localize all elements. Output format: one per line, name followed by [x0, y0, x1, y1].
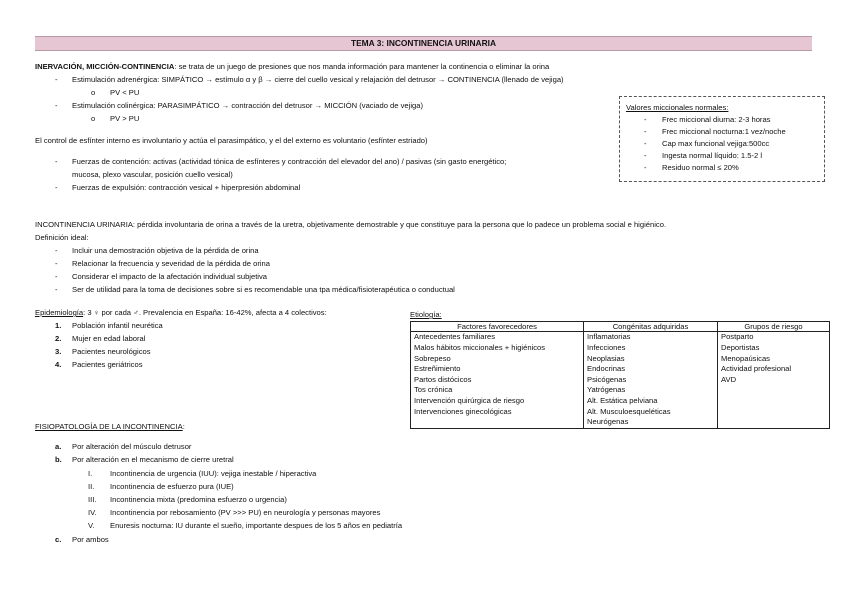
dash-bullet: - — [55, 157, 58, 166]
dash-bullet: - — [644, 139, 647, 148]
congenital-cause: Alt. Musculoesqueléticas — [587, 406, 671, 416]
congenital-cause: Inflamatorias — [587, 332, 631, 342]
incontinence-type: Incontinencia de urgencia (IUU): vejiga inestable / hiperactiva — [110, 469, 317, 478]
incontinence-type: Incontinencia mixta (predomina esfuerzo o urgencia) — [110, 495, 287, 504]
pathophysiology-heading: FISIOPATOLOGÍA DE LA INCONTINENCIA — [35, 422, 183, 431]
congenital-acquired-cell — [584, 332, 718, 428]
normal-values-box — [619, 96, 825, 182]
cholinergic-item: Estimulación colinérgica: PARASIMPÁTICO → contracción del detrusor → MICCIÓN (vaciado de vejiga) — [72, 101, 423, 110]
epidemiology-group: Mujer en edad laboral — [72, 334, 146, 343]
risk-group: AVD — [721, 374, 737, 384]
innervation-heading: INERVACIÓN, MICCIÓN-CONTINENCIA — [35, 62, 175, 71]
dash-bullet: - — [55, 272, 58, 281]
dash-bullet: - — [55, 101, 58, 110]
incontinence-type: Incontinencia por rebosamiento (PV >>> PU) en neurología y personas mayores — [110, 508, 381, 517]
risk-group: Menopaúsicas — [721, 353, 770, 363]
adrenergic-sub: PV < PU — [110, 88, 140, 97]
favoring-factors-cell — [411, 332, 584, 428]
roman-numeral: V. — [88, 521, 95, 530]
incontinence-type: Incontinencia de esfuerzo pura (IUE) — [110, 482, 234, 491]
table-row — [411, 332, 830, 428]
dash-bullet: - — [55, 75, 58, 84]
favoring-factor: Partos distócicos — [414, 374, 472, 384]
cholinergic-sub: PV > PU — [110, 114, 140, 123]
ideal-item: Relacionar la frecuencia y severidad de la pérdida de orina — [72, 259, 270, 268]
retention-forces: Fuerzas de contención: activas (actividad tónica de esfínteres y contracción del elevador del ano) / pasivas (sin gasto energético; — [72, 157, 507, 166]
innervation-text: : se trata de un juego de presiones que nos manda información para mantener la continencia o eliminar la orina — [174, 62, 550, 71]
congenital-cause: Psicógenas — [587, 374, 627, 384]
normal-value-item: Residuo normal ≤ 20% — [662, 163, 739, 172]
dash-bullet: - — [55, 183, 58, 192]
list-number: 3. — [55, 347, 62, 356]
list-number: 4. — [55, 360, 62, 369]
congenital-cause: Yatrógenas — [587, 385, 626, 395]
favoring-factor: Malos hábitos miccionales + higiénicos — [414, 343, 546, 353]
epidemiology-text: : 3 ♀ por cada ♂. Prevalencia en España: 16-42%, afecta a 4 colectivos: — [83, 308, 327, 317]
innervation-paragraph — [35, 62, 549, 71]
favoring-factor: Antecedentes familiares — [414, 332, 496, 342]
congenital-cause: Neoplasias — [587, 353, 625, 363]
adrenergic-item: Estimulación adrenérgica: SIMPÁTICO → estímulo α y β → cierre del cuello vesical y relajación del detrusor → CONTINENCIA (llenado de vejiga) — [72, 75, 564, 84]
circle-bullet: o — [91, 88, 96, 97]
epidemiology-group: Pacientes neurológicos — [72, 347, 151, 356]
expulsion-forces: Fuerzas de expulsión: contracción vesical + hiperpresión abdominal — [72, 183, 301, 192]
favoring-factor: Sobrepeso — [414, 353, 451, 363]
dash-bullet: - — [55, 259, 58, 268]
ideal-item: Considerar el impacto de la afectación individual subjetiva — [72, 272, 268, 281]
congenital-cause: Infecciones — [587, 343, 626, 353]
epidemiology-group: Población infantil neurética — [72, 321, 163, 330]
circle-bullet: o — [91, 114, 96, 123]
dash-bullet: - — [644, 127, 647, 136]
risk-group: Postparto — [721, 332, 754, 342]
risk-group: Deportistas — [721, 343, 760, 353]
normal-value-item: Cap max funcional vejiga:500cc — [662, 139, 770, 148]
roman-numeral: II. — [88, 482, 95, 491]
normal-value-item: Frec miccional diurna: 2-3 horas — [662, 115, 771, 124]
list-letter: a. — [55, 442, 62, 451]
risk-group: Actividad profesional — [721, 364, 792, 374]
dash-bullet: - — [644, 115, 647, 124]
favoring-factor: Intervención quirúrgica de riesgo — [414, 396, 525, 406]
normal-values-heading: Valores miccionales normales: — [626, 103, 729, 112]
sphincter-text: El control de esfínter interno es involuntario y actúa el parasimpático, y el del externo es voluntario (esfínter estriado) — [35, 136, 428, 145]
page-title: TEMA 3: INCONTINENCIA URINARIA — [35, 36, 812, 51]
dash-bullet: - — [55, 285, 58, 294]
roman-numeral: IV. — [88, 508, 97, 517]
etiology-heading: Etiología: — [410, 310, 442, 319]
normal-value-item: Ingesta normal líquido: 1.5-2 l — [662, 151, 763, 160]
roman-numeral: I. — [88, 469, 93, 478]
dash-bullet: - — [644, 163, 647, 172]
ideal-item: Incluir una demostración objetiva de la pérdida de orina — [72, 246, 259, 255]
pathophysiology-item-c: Por ambos — [72, 535, 109, 544]
congenital-cause: Alt. Estática pelviana — [587, 396, 658, 406]
pathophysiology-colon: : — [182, 422, 185, 431]
roman-numeral: III. — [88, 495, 97, 504]
table-header-row — [411, 322, 830, 332]
dash-bullet: - — [55, 246, 58, 255]
pathophysiology-item-b: Por alteración en el mecanismo de cierre uretral — [72, 455, 234, 464]
ideal-item: Ser de utilidad para la toma de decisiones sobre si es recomendable una tpa médica/fisioterapéutica o conductual — [72, 285, 455, 294]
list-letter: b. — [55, 455, 62, 464]
incontinence-text: : pérdida involuntaria de orina a través de la uretra, objetivamente demostrable y que constituye para la persona que lo padece un problema social e higiénico. — [132, 220, 667, 229]
list-letter: c. — [55, 535, 62, 544]
ideal-definition-heading: Definición ideal: — [35, 233, 89, 242]
favoring-factor: Tos crónica — [414, 385, 453, 395]
incontinence-type: Enuresis nocturna: IU durante el sueño, importante despues de los 5 años en pediatría — [110, 521, 403, 530]
retention-forces-cont: mucosa, plexo vascular, posición cuello vesical) — [72, 170, 233, 179]
normal-value-item: Frec miccional nocturna:1 vez/noche — [662, 127, 786, 136]
list-number: 1. — [55, 321, 62, 330]
incontinence-paragraph — [35, 220, 666, 229]
favoring-factor: Intervenciones ginecológicas — [414, 406, 512, 416]
dash-bullet: - — [644, 151, 647, 160]
pathophysiology-item-a: Por alteración del músculo detrusor — [72, 442, 192, 451]
favoring-factor: Estreñimiento — [414, 364, 461, 374]
list-number: 2. — [55, 334, 62, 343]
incontinence-heading: INCONTINENCIA URINARIA — [35, 220, 133, 229]
congenital-cause: Endocrinas — [587, 364, 625, 374]
epidemiology-group: Pacientes geriátricos — [72, 360, 143, 369]
pathophysiology-paragraph — [35, 422, 185, 431]
column-header: Grupos de riesgo — [718, 322, 830, 332]
etiology-table — [410, 321, 830, 429]
epidemiology-paragraph — [35, 308, 327, 317]
column-header: Congénitas adquiridas — [584, 322, 718, 332]
column-header: Factores favorecedores — [411, 322, 584, 332]
epidemiology-heading: Epidemiología — [35, 308, 84, 317]
congenital-cause: Neurógenas — [587, 417, 629, 427]
risk-groups-cell — [718, 332, 830, 428]
